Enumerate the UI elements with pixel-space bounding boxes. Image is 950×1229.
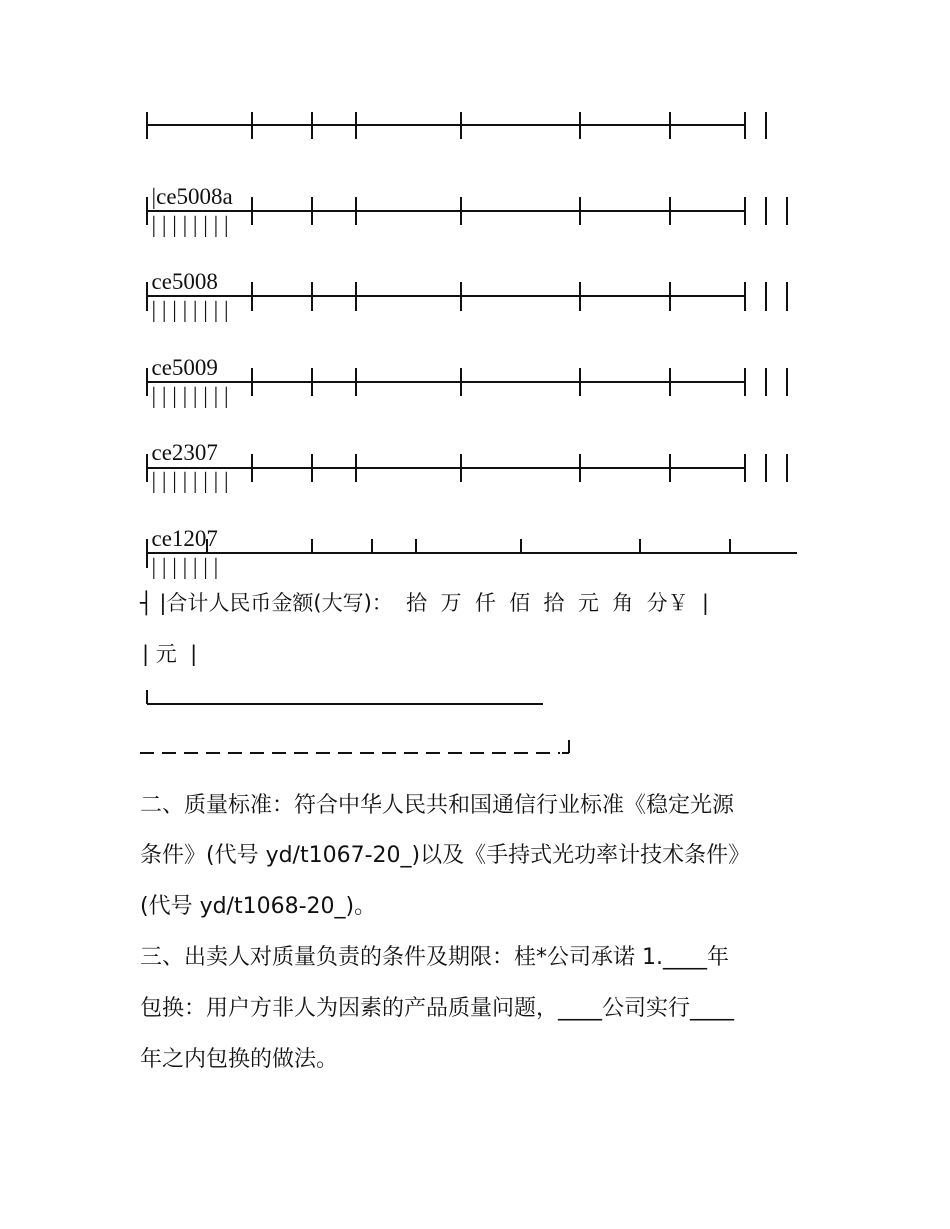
table-row (140, 497, 218, 581)
section-2-line-2: 条件》(代号 yd/t1067-20_)以及《手持式光功率计技术条件》 (140, 843, 751, 868)
rule-line-5 (147, 454, 787, 482)
section-3-line-3: 年之内包换的做法。 (140, 1047, 339, 1072)
row-cells: | | | | | | | | (151, 297, 229, 322)
section-3-line-1: 三、出卖人对质量负责的条件及期限：桂*公司承诺 1.____年 (140, 945, 729, 970)
row-label: ce5009 (151, 355, 218, 380)
rule-line-1 (147, 112, 766, 139)
row-cells: | | | | | | | | (151, 383, 229, 408)
row-label: |ce5008a (151, 184, 233, 209)
rule-line-2 (147, 197, 787, 225)
section-2-line-1: 二、质量标准：符合中华人民共和国通信行业标准《稳定光源 (140, 793, 735, 818)
row-label: ce1207 (151, 526, 218, 551)
table-row (140, 155, 233, 239)
section-2-line-3: (代号 yd/t1068-20_)。 (140, 894, 377, 919)
table-row (140, 411, 229, 495)
total-amount-unit: | 元 | (142, 642, 198, 666)
total-amount-line: ┤ |合计人民币金额(大写)： 拾 万 仟 佰 拾 元 角 分￥ | (140, 591, 710, 615)
row-label: ce2307 (151, 440, 218, 465)
section-3-line-2: 包换：用户方非人为因素的产品质量问题，____公司实行____ (140, 996, 735, 1021)
row-cells: | | | | | | | | (151, 468, 229, 493)
table-row (140, 240, 229, 324)
row-cells: | | | | | | | (151, 554, 219, 579)
rule-line-bottom (147, 690, 543, 704)
rule-line-4 (147, 368, 787, 396)
rule-line-6 (147, 539, 797, 568)
dashed-rule (140, 740, 569, 753)
table-row (140, 326, 229, 410)
row-cells: | | | | | | | | (151, 212, 229, 237)
row-label: ce5008 (151, 269, 218, 294)
rule-line-3 (147, 282, 787, 311)
